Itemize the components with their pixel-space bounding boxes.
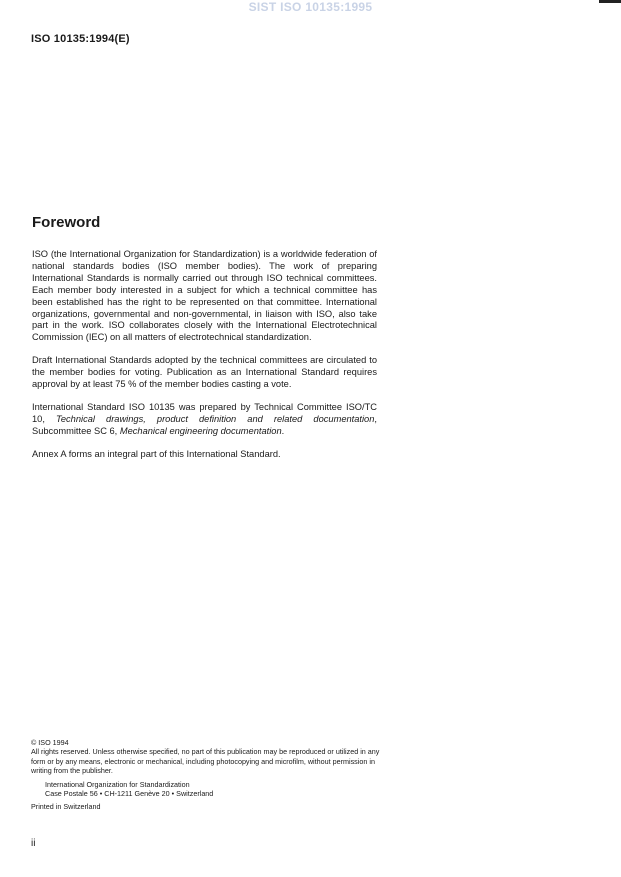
publisher-organization: International Organization for Standardization [45, 779, 190, 789]
page-title: Foreword [32, 214, 101, 231]
paragraph-annex: Annex A forms an integral part of this International Standard. [32, 448, 281, 459]
paragraph-iso-intro: ISO (the International Organization for Standardization) is a worldwide federation of national standards bodies (ISO member bodies). The work of preparing International Standards is normally carried out through ISO technical committees. Each member body interested in a subject for which a technical committee has been established has the right to be represented on that committee. International organizations, governmental and non-governmental, in liaison with ISO, also take part in the work. ISO collaborates closely with the International Electrotechnical Commission (IEC) on all matters of electrotechnical standardization. [32, 249, 377, 343]
corner-mark [599, 0, 621, 3]
subcommittee-title: Mechanical engineering documentation [119, 425, 282, 436]
page-number: ii [31, 838, 36, 849]
document-id: ISO 10135:1994(E) [31, 33, 130, 45]
paragraph-draft-standards: Draft International Standards adopted by the technical committees are circulated to the member bodies for voting. Publication as an International Standard requires approval by at least 75 % of the member bodies casting a vote. [32, 355, 377, 390]
preparation-text-2: , Subcommittee SC 6, [32, 413, 377, 436]
preparation-text-1: International Standard ISO 10135 was prepared by Technical Committee ISO/TC 10, [32, 401, 377, 424]
copyright-line: © ISO 1994 [31, 738, 69, 747]
paragraph-preparation [32, 402, 377, 438]
printed-in: Printed in Switzerland [31, 802, 101, 812]
foreword-body [32, 249, 377, 472]
committee-title: Technical drawings, product definition and related documentation [56, 413, 375, 424]
publisher-address: Case Postale 56 • CH-1211 Genève 20 • Switzerland [45, 789, 214, 799]
rights-reserved-text: All rights reserved. Unless otherwise specified, no part of this publication may be reproduced or utilized in any form or by any means, electronic or mechanical, including photocopying and microfilm, without permission in writing from the publisher. [31, 747, 380, 776]
copyright-notice [31, 738, 381, 812]
watermark: SIST ISO 10135:1995 [248, 0, 373, 14]
preparation-text-3: . [281, 425, 285, 436]
